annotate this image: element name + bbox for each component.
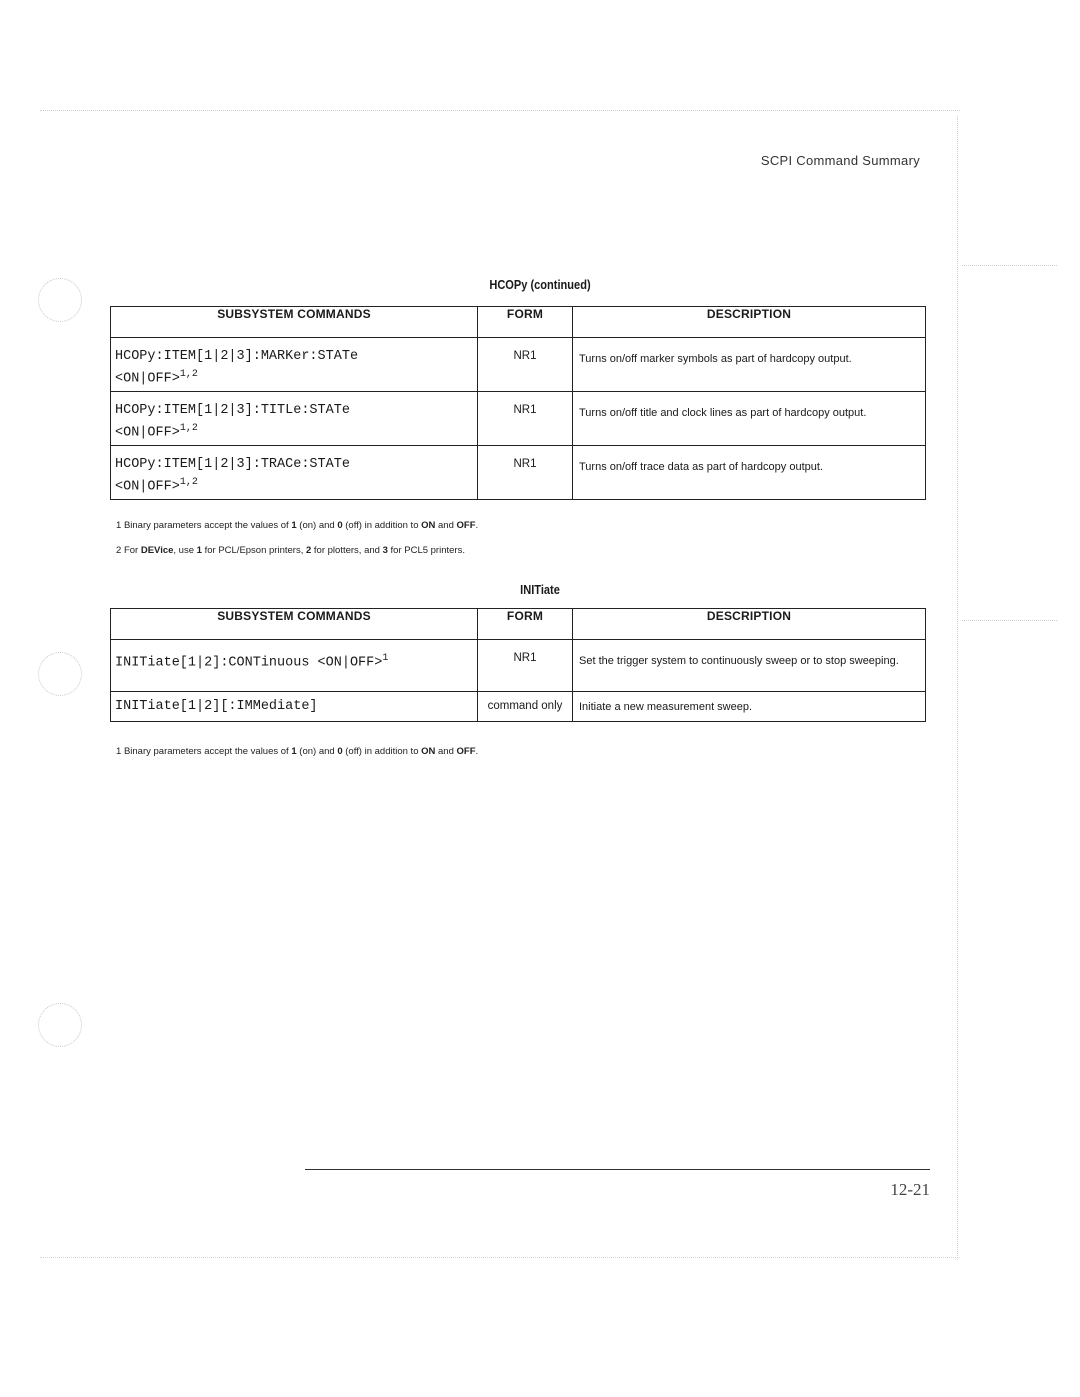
table-header-row (111, 307, 926, 338)
form-cell: NR1 (478, 338, 573, 392)
table-row (111, 640, 926, 692)
description-cell: Set the trigger system to continuously sweep or to stop sweeping. (573, 640, 926, 692)
table-row (111, 338, 926, 392)
hcopy-section-title: HCOPy (continued) (489, 277, 591, 292)
page-number: 12-21 (890, 1180, 930, 1199)
column-header-form: FORM (478, 609, 573, 640)
command-text: HCOPy:ITEM[1|2|3]:TITLe:STATe (115, 403, 350, 418)
command-cell (111, 692, 478, 722)
table-header-row (111, 609, 926, 640)
column-header-description: DESCRIPTION (573, 609, 926, 640)
command-text: HCOPy:ITEM[1|2|3]:TRACe:STATe (115, 457, 350, 472)
scan-tick (962, 265, 1057, 266)
command-arg: <ON|OFF> (115, 371, 180, 387)
command-text: HCOPy:ITEM[1|2|3]:MARKer:STATe (115, 349, 359, 364)
form-cell: NR1 (478, 640, 573, 692)
table-row (111, 692, 926, 722)
form-cell: command only (478, 692, 573, 722)
footnote-ref: 1,2 (179, 477, 198, 488)
column-header-commands: SUBSYSTEM COMMANDS (111, 307, 478, 338)
column-header-form: FORM (478, 307, 573, 338)
footnote-ref: 1 (382, 653, 389, 664)
table-row (111, 446, 926, 500)
punch-hole (38, 652, 82, 696)
scan-edge-top (40, 110, 960, 111)
footnote: 1 Binary parameters accept the values of 1 (on) and 0 (off) in addition to ON and OFF. (116, 746, 479, 757)
command-arg: <ON|OFF> (115, 479, 180, 495)
footer-rule (305, 1169, 930, 1170)
footnote: 2 For DEVice, use 1 for PCL/Epson printers, 2 for plotters, and 3 for PCL5 printers. (116, 545, 465, 556)
command-arg: <ON|OFF> (115, 425, 180, 441)
table-row (111, 392, 926, 446)
description-cell: Turns on/off title and clock lines as part of hardcopy output. (573, 392, 926, 446)
command-text: INITiate[1|2]:CONTinuous <ON|OFF> (115, 655, 383, 671)
footnote-ref: 1,2 (179, 369, 198, 380)
description-cell: Turns on/off trace data as part of hardcopy output. (573, 446, 926, 500)
command-cell (111, 446, 478, 500)
form-cell: NR1 (478, 392, 573, 446)
footnote-ref: 1,2 (179, 423, 198, 434)
description-cell: Turns on/off marker symbols as part of hardcopy output. (573, 338, 926, 392)
punch-hole (38, 278, 82, 322)
command-cell (111, 640, 478, 692)
column-header-description: DESCRIPTION (573, 307, 926, 338)
scan-edge-bottom (40, 1257, 960, 1258)
command-cell (111, 338, 478, 392)
footnote: 1 Binary parameters accept the values of 1 (on) and 0 (off) in addition to ON and OFF. (116, 520, 479, 531)
hcopy-command-table (110, 306, 926, 500)
scan-tick (962, 620, 1057, 621)
initiate-command-table (110, 608, 926, 722)
form-cell: NR1 (478, 446, 573, 500)
running-head: SCPI Command Summary (760, 153, 920, 168)
initiate-section-title: INITiate (520, 582, 560, 597)
command-cell (111, 392, 478, 446)
punch-hole (38, 1003, 82, 1047)
description-cell: Initiate a new measurement sweep. (573, 692, 926, 722)
command-text: INITiate[1|2][:IMMediate] (115, 699, 318, 714)
column-header-commands: SUBSYSTEM COMMANDS (111, 609, 478, 640)
